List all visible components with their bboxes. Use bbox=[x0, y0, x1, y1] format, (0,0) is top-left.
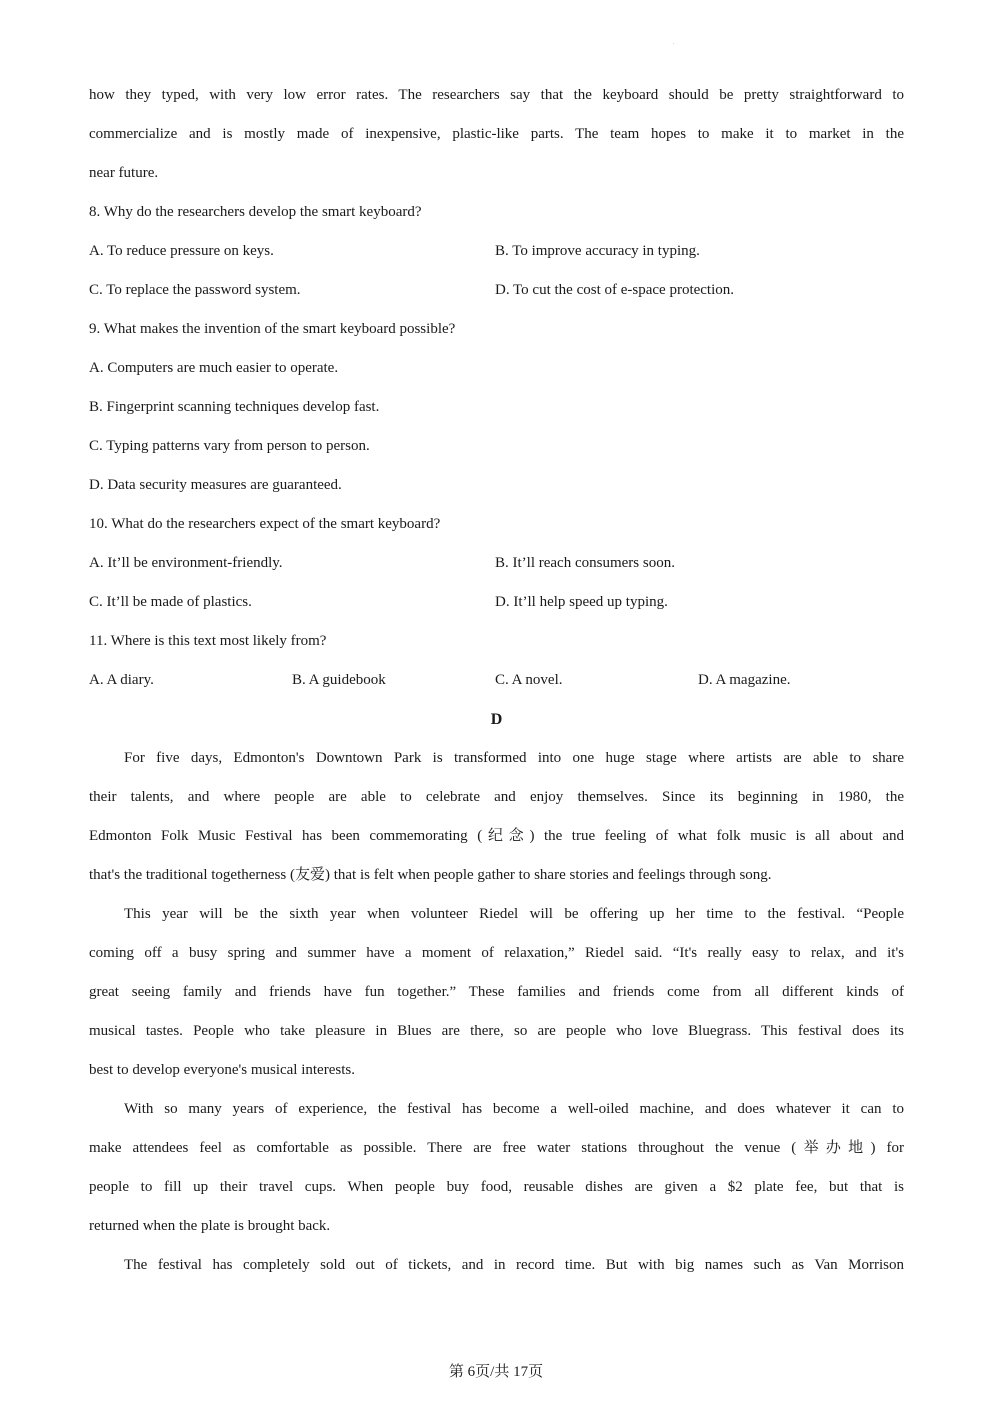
question-8-stem: 8. Why do the researchers develop the smart keyboard? bbox=[89, 204, 422, 220]
question-8-options-row-2 bbox=[89, 271, 904, 310]
paragraph-3-line: people to fill up their travel cups. When people buy food, reusable dishes are given a $2 plate fee, but that is bbox=[89, 1179, 904, 1195]
question-11-options-row bbox=[89, 661, 904, 700]
paragraph-1-line: For five days, Edmonton's Downtown Park is transformed into one huge stage where artists are able to share bbox=[124, 750, 904, 766]
paragraph-2-line: best to develop everyone's musical interests. bbox=[89, 1062, 355, 1078]
question-10-stem: 10. What do the researchers expect of the smart keyboard? bbox=[89, 516, 441, 532]
paragraph-2-line: musical tastes. People who take pleasure in Blues are there, so are people who love Bluegrass. This festival does its bbox=[89, 1023, 904, 1039]
option-8d: D. To cut the cost of e-space protection. bbox=[495, 282, 735, 298]
paragraph-1-line: Edmonton Folk Music Festival has been commemorating (纪念) the true feeling of what folk music is all about and bbox=[89, 828, 904, 844]
option-8a: A. To reduce pressure on keys. bbox=[89, 243, 274, 259]
passage-line: how they typed, with very low error rates. The researchers say that the keyboard should be pretty straightforward to bbox=[89, 87, 904, 103]
passage-line: commercialize and is mostly made of inexpensive, plastic-like parts. The team hopes to make it to market in the bbox=[89, 126, 904, 142]
section-d-title: D bbox=[490, 711, 503, 728]
paragraph-2-line: coming off a busy spring and summer have a moment of relaxation,” Riedel said. “It's really easy to relax, and it's bbox=[89, 945, 904, 961]
option-11b: B. A guidebook bbox=[292, 672, 386, 688]
option-9a: A. Computers are much easier to operate. bbox=[89, 360, 339, 376]
question-9-stem: 9. What makes the invention of the smart keyboard possible? bbox=[89, 321, 456, 337]
paragraph-2-line: This year will be the sixth year when volunteer Riedel will be offering up her time to the festival. “People bbox=[124, 906, 904, 922]
option-9b: B. Fingerprint scanning techniques develop fast. bbox=[89, 399, 380, 415]
option-11c: C. A novel. bbox=[495, 672, 563, 688]
question-10-options-row-1 bbox=[89, 544, 904, 583]
passage-line: near future. bbox=[89, 165, 159, 181]
option-9c: C. Typing patterns vary from person to person. bbox=[89, 438, 370, 454]
option-11a: A. A diary. bbox=[89, 672, 154, 688]
option-11d: D. A magazine. bbox=[698, 672, 791, 688]
option-10b: B. It’ll reach consumers soon. bbox=[495, 555, 675, 571]
question-8-options-row-1 bbox=[89, 232, 904, 271]
option-10a: A. It’ll be environment-friendly. bbox=[89, 555, 283, 571]
option-8b: B. To improve accuracy in typing. bbox=[495, 243, 700, 259]
question-11-stem: 11. Where is this text most likely from? bbox=[89, 633, 327, 649]
paragraph-3-line: With so many years of experience, the festival has become a well-oiled machine, and does whatever it can to bbox=[124, 1101, 904, 1117]
paragraph-1-line: their talents, and where people are able to celebrate and enjoy themselves. Since its beginning in 1980, the bbox=[89, 789, 904, 805]
paragraph-3-line: make attendees feel as comfortable as possible. There are free water stations throughout the venue (举办地) for bbox=[89, 1140, 904, 1156]
paragraph-3-line: returned when the plate is brought back. bbox=[89, 1218, 331, 1234]
paragraph-2-line: great seeing family and friends have fun together.” These families and friends come from all different kinds of bbox=[89, 984, 904, 1000]
option-10c: C. It’ll be made of plastics. bbox=[89, 594, 252, 610]
paragraph-4-line: The festival has completely sold out of tickets, and in record time. But with big names such as Van Morrison bbox=[124, 1257, 904, 1273]
top-mark: . bbox=[673, 40, 675, 46]
question-10-options-row-2 bbox=[89, 583, 904, 622]
option-10d: D. It’ll help speed up typing. bbox=[495, 594, 668, 610]
option-8c: C. To replace the password system. bbox=[89, 282, 301, 298]
paragraph-1-line: that's the traditional togetherness (友爱) that is felt when people gather to share stories and feelings through song. bbox=[89, 867, 772, 883]
page-content bbox=[89, 76, 904, 1285]
option-9d: D. Data security measures are guaranteed. bbox=[89, 477, 342, 493]
page-number-footer: 第 6页/共 17页 bbox=[448, 1364, 544, 1380]
